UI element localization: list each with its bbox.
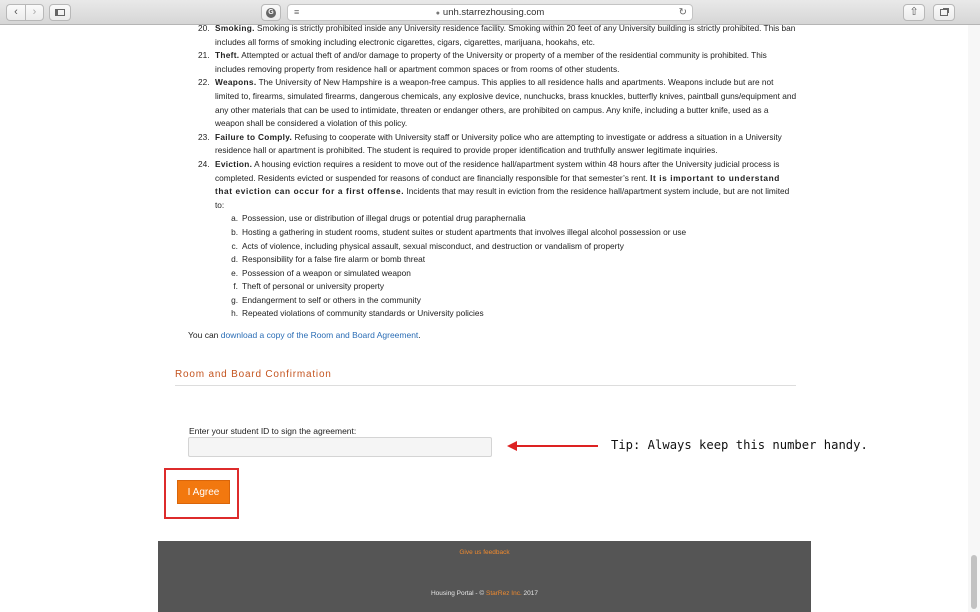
rule-text: Incidents that may result in eviction from the residence hall/apartment system include, but are not limited to: [215, 186, 790, 210]
list-item [215, 267, 798, 281]
rule-text: Smoking is strictly prohibited inside any University residence facility. Smoking within 20 feet of any University building is strictly prohibited. This ban includes all forms of smoking including electronic cigarettes, cigars, cigarettes, marijuana, hookahs, etc. [215, 23, 796, 47]
list-letter: d. [231, 254, 238, 265]
history-buttons [6, 4, 44, 21]
rule-number: 22. [198, 77, 210, 88]
rule-item [198, 49, 798, 76]
download-suffix: . [418, 330, 421, 340]
copyright [158, 590, 811, 597]
agree-button[interactable]: I Agree [177, 480, 230, 504]
rule-number: 24. [198, 158, 210, 169]
rule-item [198, 158, 798, 321]
list-item-text: Theft of personal or university property [242, 281, 385, 292]
address-bar[interactable] [287, 4, 693, 21]
back-icon: ‹ [14, 6, 18, 18]
share-button[interactable] [903, 4, 925, 21]
list-letter: f. [233, 281, 238, 292]
lock-icon: ● [435, 10, 440, 17]
tabs-button[interactable] [933, 4, 955, 21]
list-item-text: Responsibility for a false fire alarm or bomb threat [242, 254, 426, 265]
rule-text: A housing eviction requires a resident to move out of the residence hall/apartment system within 48 hours after the University judicial process is completed. Residents evicted or suspended for reasons of conduct are financially responsible for that semester’s rent. [215, 158, 780, 183]
forward-button[interactable] [25, 4, 44, 21]
rule-number: 21. [198, 50, 210, 61]
forward-icon: › [32, 6, 37, 18]
section-divider [175, 385, 796, 386]
starrez-link[interactable]: StarRez Inc. [485, 590, 522, 597]
page-scrollbar[interactable] [968, 25, 980, 612]
list-item [215, 212, 798, 226]
feedback-link[interactable]: Give us feedback [459, 549, 510, 556]
sidebar-icon [55, 9, 65, 16]
rule-text: Attempted or actual theft of and/or damage to property of the University or property of a member of the residential community is prohibited. This includes removing property from residence hall or apartment common spaces or from rooms of other students. [215, 50, 767, 74]
annotation-arrow [515, 445, 598, 447]
rule-number: 23. [198, 131, 210, 142]
download-line [188, 330, 421, 340]
extension-button[interactable] [261, 4, 281, 21]
list-item-text: Possession of a weapon or simulated weapon [242, 267, 411, 278]
download-agreement-link[interactable]: download a copy of the Room and Board Agreement [220, 330, 419, 340]
list-letter: a. [231, 213, 238, 224]
share-icon: ⇧ [909, 6, 919, 18]
extension-icon: G [266, 8, 276, 18]
list-letter: e. [231, 267, 238, 278]
list-item-text: Acts of violence, including physical assault, sexual misconduct, and destruction or vandalism of property [242, 240, 624, 251]
reader-icon[interactable]: ≡ [294, 7, 300, 17]
eviction-incidents-list [215, 212, 798, 321]
page-content [0, 25, 980, 612]
rule-item [198, 76, 798, 130]
reload-icon[interactable]: ↻ [678, 7, 687, 18]
copyright-prefix: Housing Portal - © [430, 590, 486, 597]
section-title: Room and Board Confirmation [175, 369, 332, 380]
list-letter: h. [231, 308, 238, 319]
list-item [215, 226, 798, 240]
rule-item [198, 131, 798, 158]
list-item-text: Endangerment to self or others in the community [242, 294, 421, 305]
rule-number: 20. [198, 23, 210, 33]
rule-title: Failure to Comply. [215, 131, 293, 142]
download-prefix: You can [188, 330, 221, 340]
list-item [215, 294, 798, 308]
list-letter: b. [231, 226, 238, 237]
list-item-text: Possession, use or distribution of illegal drugs or potential drug paraphernalia [242, 213, 526, 224]
rule-emphasis: It is important to understand that eviction can occur for a first offense. [215, 172, 780, 197]
rules-list [198, 25, 798, 321]
rule-title: Smoking. [215, 23, 255, 33]
copyright-year: 2017 [521, 590, 539, 597]
student-id-input[interactable] [188, 437, 492, 457]
page-footer [158, 541, 811, 612]
scrollbar-thumb[interactable] [971, 555, 977, 609]
list-item [215, 280, 798, 294]
rule-text: Refusing to cooperate with University staff or University police who are attempting to investigate or address a situation in a University residence hall or apartment is prohibited. The student is required to provide proper identification and truthfully answer legitimate inquiries. [215, 131, 782, 156]
rule-item [198, 22, 798, 49]
list-letter: c. [231, 240, 238, 251]
student-id-label: Enter your student ID to sign the agreement: [189, 426, 357, 436]
tip-annotation: Tip: Always keep this number handy. [611, 438, 868, 452]
rule-title: Theft. [215, 50, 240, 61]
url-text: unh.starrezhousing.com [442, 7, 545, 18]
rule-title: Eviction. [215, 158, 253, 169]
list-item [215, 240, 798, 254]
sidebar-button[interactable] [49, 4, 71, 21]
list-item-text: Hosting a gathering in student rooms, student suites or student apartments that involves illegal alcohol possession or use [242, 226, 687, 237]
back-button[interactable] [6, 4, 25, 21]
list-item [215, 307, 798, 321]
list-letter: g. [231, 294, 238, 305]
rule-text: The University of New Hampshire is a weapon-free campus. This applies to all residence halls and apartments. Weapons include but are not limited to, firearms, simulated firearms, dangerous chemicals, any explosive device, nunchucks, brass knuckles, butterfly knives, paintball guns/equipment and any other materials that can be used to intimidate, threaten or endanger others, are prohibited on campus. Any knife, including a butter knife, used as a weapon shall be considered a violation of this policy. [215, 77, 797, 129]
list-item [215, 253, 798, 267]
rule-title: Weapons. [215, 77, 257, 88]
tabs-icon [940, 9, 948, 16]
list-item-text: Repeated violations of community standards or University policies [242, 308, 484, 319]
